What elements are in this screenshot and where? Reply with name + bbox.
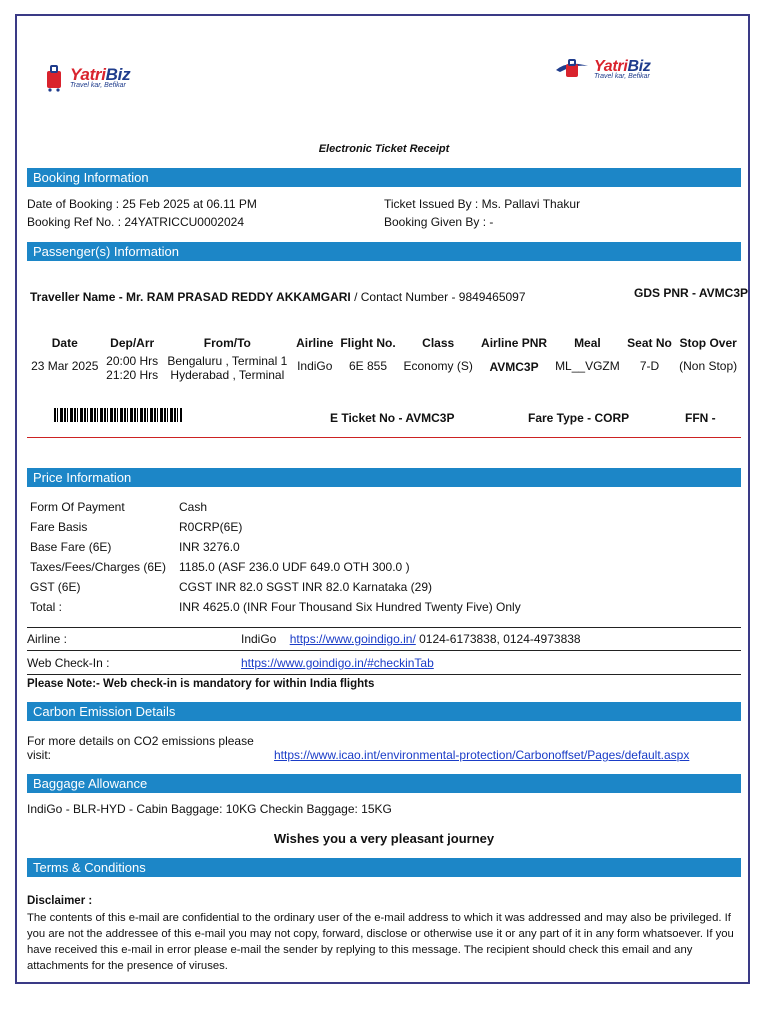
price-label: Form Of Payment — [30, 500, 125, 514]
airline-phones: 0124-6173838, 0124-4973838 — [415, 632, 581, 646]
airline-contact — [241, 632, 581, 646]
brand-name-a: Yatri — [594, 58, 628, 75]
table-row — [27, 353, 741, 383]
contact-number: / Contact Number - 9849465097 — [350, 290, 526, 304]
flight-date: 23 Mar 2025 — [31, 359, 99, 373]
carbon-text-1: For more details on CO2 emissions please — [27, 734, 254, 748]
divider — [27, 627, 741, 628]
airline-website-link[interactable]: https://www.goindigo.in/ — [289, 632, 416, 646]
from-airport: Bengaluru , Terminal 1 — [167, 354, 288, 368]
flight-class: Economy (S) — [403, 359, 473, 373]
gds-pnr: GDS PNR - AVMC3P — [634, 286, 749, 300]
col-class: Class — [422, 336, 455, 350]
brand-logo-right — [554, 56, 651, 82]
price-label: GST (6E) — [30, 580, 81, 594]
terms-section-header: Terms & Conditions — [27, 858, 741, 877]
dep-time: 20:00 Hrs — [106, 354, 159, 368]
price-label: Fare Basis — [30, 520, 88, 534]
flight-meal: ML__VGZM — [555, 359, 620, 373]
fare-type: Fare Type - CORP — [528, 411, 630, 425]
baggage-section-header: Baggage Allowance — [27, 774, 741, 793]
price-value: 1185.0 (ASF 236.0 UDF 649.0 OTH 300.0 ) — [179, 560, 410, 574]
carbon-text-2: visit: — [27, 748, 51, 762]
col-flight-no: Flight No. — [340, 336, 396, 350]
col-stop-over: Stop Over — [679, 336, 737, 350]
brand-name-a: Yatri — [70, 65, 106, 84]
date-of-booking: Date of Booking : 25 Feb 2025 at 06.11 PM — [27, 197, 257, 211]
divider — [27, 674, 741, 675]
price-section-header: Price Information — [27, 468, 741, 487]
ticket-issued-by: Ticket Issued By : Ms. Pallavi Thakur — [384, 197, 581, 211]
price-value: R0CRP(6E) — [179, 520, 243, 534]
divider — [27, 650, 741, 651]
flight-table-header — [27, 333, 741, 353]
booking-section-header: Booking Information — [27, 168, 741, 187]
webcheckin-note: Please Note:- Web check-in is mandatory for within India flights — [27, 678, 375, 690]
booking-ref: Booking Ref No. : 24YATRICCU0002024 — [27, 215, 245, 229]
eticket-number: E Ticket No - AVMC3P — [330, 411, 455, 425]
col-airline-pnr: Airline PNR — [481, 336, 548, 350]
col-from-to: From/To — [203, 336, 251, 350]
flight-dep-arr — [103, 353, 162, 383]
disclaimer-label: Disclaimer : — [27, 895, 93, 907]
brand-name-b: Biz — [627, 58, 651, 75]
col-seat: Seat No — [627, 336, 672, 350]
flight-from-to — [162, 353, 293, 383]
traveller-line — [30, 290, 526, 304]
booking-given-by: Booking Given By : - — [384, 215, 494, 229]
carbon-section-header: Carbon Emission Details — [27, 702, 741, 721]
suitcase-icon — [44, 64, 66, 90]
receipt-title: Electronic Ticket Receipt — [318, 143, 450, 155]
baggage-text: IndiGo - BLR-HYD - Cabin Baggage: 10KG Checkin Baggage: 15KG — [27, 802, 392, 816]
flight-table — [27, 333, 741, 383]
price-label: Base Fare (6E) — [30, 540, 112, 554]
flight-stop-over: (Non Stop) — [679, 359, 738, 373]
col-dep-arr: Dep/Arr — [110, 336, 155, 350]
passenger-section-header: Passenger(s) Information — [27, 242, 741, 261]
brand-tagline: Travel kar, Befikar — [594, 73, 650, 80]
col-meal: Meal — [574, 336, 601, 350]
wishes-text: Wishes you a very pleasant journey — [273, 831, 495, 846]
brand-name-b: Biz — [105, 65, 131, 84]
col-date: Date — [51, 336, 78, 350]
brand-logo-left — [44, 64, 130, 90]
price-label: Total : — [30, 600, 63, 614]
price-value: INR 4625.0 (INR Four Thousand Six Hundred Twenty Five) Only — [179, 600, 521, 614]
webcheckin-link[interactable]: https://www.goindigo.in/#checkinTab — [241, 656, 434, 670]
barcode — [54, 408, 182, 422]
price-value: INR 3276.0 — [179, 540, 240, 554]
brand-tagline: Travel kar, Befikar — [70, 82, 126, 89]
arr-time: 21:20 Hrs — [106, 368, 159, 382]
disclaimer-text: The contents of this e-mail are confidential to the ordinary user of the e-mail address to which it was addressed and may also be privileged. If you are not the addressee of this e-mail you may not copy, forward, disclose or otherwise use it or any part of it in any form whatsoever. If you have received this e-mail in error please e-mail the sender by replying to this message. The recipient should check this email and any attachments for the presence of viruses. — [27, 912, 734, 972]
airline-label: Airline : — [27, 632, 68, 646]
ffn: FFN - — [685, 411, 716, 425]
price-value: CGST INR 82.0 SGST INR 82.0 Karnataka (29) — [179, 580, 432, 594]
flight-airline-pnr: AVMC3P — [489, 360, 539, 374]
traveller-name: Traveller Name - Mr. RAM PRASAD REDDY AKKAMGARI — [30, 290, 351, 304]
col-airline: Airline — [296, 336, 334, 350]
webcheckin-label: Web Check-In : — [27, 656, 110, 670]
price-value: Cash — [179, 500, 208, 514]
airline-name: IndiGo — [241, 632, 277, 646]
flight-airline: IndiGo — [297, 359, 333, 373]
flight-number: 6E 855 — [348, 359, 388, 373]
suitcase-icon — [554, 56, 590, 82]
flight-seat: 7-D — [639, 359, 660, 373]
to-airport: Hyderabad , Terminal — [170, 368, 285, 382]
carbon-link[interactable]: https://www.icao.int/environmental-protection/Carbonoffset/Pages/default.aspx — [274, 748, 690, 762]
price-label: Taxes/Fees/Charges (6E) — [30, 560, 167, 574]
divider — [27, 437, 741, 438]
